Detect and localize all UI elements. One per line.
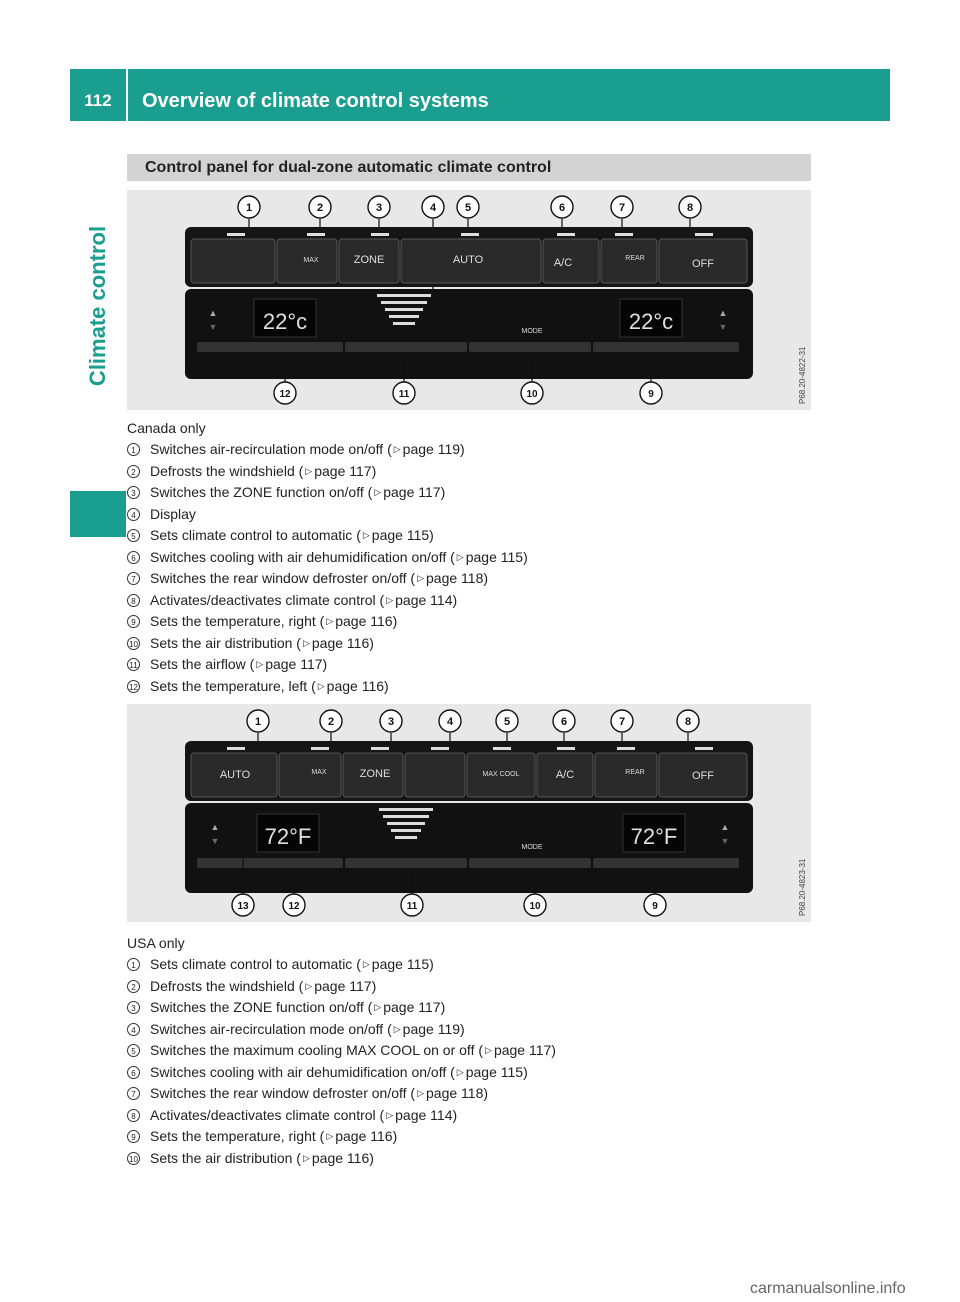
page-ref-arrow-icon: ▷ — [456, 1066, 464, 1077]
legend-item — [127, 976, 817, 998]
item-text: Sets the temperature, left ( — [150, 677, 316, 694]
left-arrow-down-icon: ▼ — [208, 322, 218, 332]
mode-label: MODE — [521, 844, 543, 851]
item-text: Defrosts the windshield ( — [150, 977, 304, 994]
callout-9: 9 — [648, 389, 654, 400]
callout-1: 1 — [254, 716, 262, 728]
figure-code: P68.20-4823-31 — [798, 858, 807, 916]
item-number-icon: 7 — [127, 572, 140, 585]
callout-10: 10 — [529, 901, 541, 912]
legend-item — [127, 1019, 817, 1041]
item-text: Switches the ZONE function on/off ( — [150, 999, 373, 1015]
legend-item — [127, 439, 817, 461]
section-title: Control panel for dual-zone automatic climate control — [127, 154, 811, 181]
item-page-ref: page 116) — [335, 1128, 398, 1144]
button-label-ac: A/C — [553, 257, 573, 269]
item-number-icon: 10 — [127, 637, 140, 650]
callout-7: 7 — [618, 716, 626, 728]
legend-item — [127, 1126, 817, 1148]
callout-8: 8 — [684, 716, 692, 728]
item-number-icon: 4 — [127, 1023, 140, 1036]
page-ref-arrow-icon: ▷ — [305, 465, 313, 476]
page-ref-arrow-icon: ▷ — [456, 551, 464, 562]
button-label-defrost-max: MAX — [303, 257, 319, 264]
right-arrow-down-icon: ▼ — [718, 322, 728, 332]
right-temp-value: 22°c — [628, 309, 674, 334]
item-text: Defrosts the windshield ( — [150, 462, 304, 479]
item-number-icon: 9 — [127, 615, 140, 628]
item-text: Switches cooling with air dehumidification on/off ( — [150, 1063, 455, 1080]
item-page-ref: page 114) — [395, 591, 458, 608]
item-page-ref: page 116) — [326, 677, 389, 694]
callout-2: 2 — [316, 202, 324, 214]
page-header — [70, 69, 890, 121]
legend-item — [127, 1083, 817, 1105]
callout-11: 11 — [398, 389, 410, 400]
item-text: Sets climate control to automatic ( — [150, 956, 361, 972]
figure-canada-panel — [127, 190, 811, 410]
button-label-ac: A/C — [555, 769, 575, 781]
page-ref-arrow-icon: ▷ — [326, 1131, 334, 1141]
item-number-icon: 2 — [127, 465, 140, 478]
left-arrow-down-icon: ▼ — [210, 836, 220, 846]
callout-12: 12 — [288, 901, 300, 912]
item-number-icon: 9 — [127, 1130, 140, 1143]
callout-3: 3 — [375, 202, 383, 214]
legend-item — [127, 590, 817, 612]
legend-item — [127, 633, 817, 655]
item-number-icon: 10 — [127, 1152, 140, 1165]
item-page-ref: page 117) — [265, 656, 328, 672]
left-temp-value: 72°F — [264, 824, 312, 849]
item-text: Sets the temperature, right ( — [150, 613, 325, 629]
item-page-ref: page 117) — [383, 999, 446, 1015]
item-number-icon: 12 — [127, 680, 140, 693]
item-number-icon: 2 — [127, 980, 140, 993]
button-label-max-cool: MAX COOL — [482, 771, 520, 778]
item-text: Display — [150, 505, 196, 522]
left-arrow-up-icon: ▲ — [210, 822, 220, 832]
legend-item — [127, 611, 817, 633]
side-tab-label: Climate control — [85, 225, 110, 387]
callout-9: 9 — [652, 901, 658, 912]
page-ref-arrow-icon: ▷ — [393, 444, 401, 454]
left-arrow-up-icon: ▲ — [208, 308, 218, 318]
item-number-icon: 1 — [127, 443, 140, 456]
page-ref-arrow-icon: ▷ — [326, 616, 334, 626]
callout-10: 10 — [526, 389, 538, 400]
button-label-off: OFF — [692, 258, 714, 270]
right-arrow-up-icon: ▲ — [718, 308, 728, 318]
header-title: Overview of climate control systems — [142, 90, 489, 112]
item-number-icon: 6 — [127, 551, 140, 564]
callout-5: 5 — [503, 716, 511, 728]
legend-item — [127, 954, 817, 976]
callout-numbers-bottom — [279, 389, 654, 400]
callout-3: 3 — [387, 716, 395, 728]
page-ref-arrow-icon: ▷ — [362, 959, 370, 969]
item-page-ref: page 117) — [314, 977, 377, 994]
item-page-ref: page 119) — [402, 1020, 465, 1037]
item-number-icon: 7 — [127, 1087, 140, 1100]
figure-code: P68.20-4822-31 — [798, 346, 807, 404]
right-temp-value: 72°F — [630, 824, 678, 849]
button-label-zone: ZONE — [359, 768, 391, 780]
legend-item — [127, 547, 817, 569]
item-page-ref: page 115) — [371, 527, 434, 543]
item-text: Sets climate control to automatic ( — [150, 527, 361, 543]
item-number-icon: 11 — [127, 658, 140, 671]
callouts-bottom — [274, 382, 662, 404]
header-divider — [126, 69, 128, 121]
item-number-icon: 3 — [127, 1001, 140, 1014]
page-ref-arrow-icon: ▷ — [386, 594, 394, 605]
item-text: Switches the rear window defroster on/off ( — [150, 570, 416, 586]
side-tab-block — [70, 491, 126, 537]
page-ref-arrow-icon: ▷ — [386, 1109, 394, 1120]
legend-item — [127, 504, 817, 526]
button-label-rear: REAR — [625, 769, 645, 776]
legend-usa — [127, 954, 817, 1169]
item-page-ref: page 115) — [465, 1063, 528, 1080]
legend-item — [127, 461, 817, 483]
callout-11: 11 — [406, 901, 418, 912]
legend-item — [127, 1148, 817, 1170]
item-page-ref: page 116) — [311, 634, 374, 651]
button-label-rear: REAR — [625, 255, 645, 262]
caption-usa: USA only — [127, 935, 185, 951]
callout-12: 12 — [279, 389, 291, 400]
watermark: carmanualsonline.info — [750, 1280, 906, 1297]
side-tab — [70, 121, 126, 491]
legend-item — [127, 1040, 817, 1062]
callouts-top — [247, 710, 699, 732]
button-label-defrost-max: MAX — [311, 769, 327, 776]
page-ref-arrow-icon: ▷ — [305, 980, 313, 991]
callout-6: 6 — [558, 202, 566, 214]
panel-buttons — [191, 753, 747, 797]
legend-item — [127, 997, 817, 1019]
page-ref-arrow-icon: ▷ — [417, 573, 425, 583]
page-ref-arrow-icon: ▷ — [417, 1088, 425, 1098]
item-text: Switches air-recirculation mode on/off ( — [150, 441, 392, 457]
item-page-ref: page 118) — [426, 570, 489, 586]
callout-5: 5 — [464, 202, 472, 214]
legend-item — [127, 676, 817, 698]
callout-4: 4 — [429, 202, 437, 214]
caption-canada: Canada only — [127, 420, 206, 436]
item-page-ref: page 114) — [395, 1106, 458, 1123]
item-page-ref: page 117) — [314, 462, 377, 479]
item-number-icon: 5 — [127, 529, 140, 542]
item-text: Sets the airflow ( — [150, 656, 255, 672]
item-text: Activates/deactivates climate control ( — [150, 591, 385, 608]
item-text: Activates/deactivates climate control ( — [150, 1106, 385, 1123]
page-ref-arrow-icon: ▷ — [256, 659, 264, 669]
legend-item — [127, 1062, 817, 1084]
item-text: Switches the rear window defroster on/off ( — [150, 1085, 416, 1101]
item-page-ref: page 116) — [311, 1149, 374, 1166]
legend-item — [127, 482, 817, 504]
page-ref-arrow-icon: ▷ — [362, 530, 370, 540]
item-text: Sets the air distribution ( — [150, 1149, 301, 1166]
item-text: Sets the air distribution ( — [150, 634, 301, 651]
page-ref-arrow-icon: ▷ — [317, 680, 325, 691]
callout-8: 8 — [686, 202, 694, 214]
callout-4: 4 — [446, 716, 454, 728]
item-page-ref: page 117) — [383, 484, 446, 500]
item-text: Switches cooling with air dehumidification on/off ( — [150, 548, 455, 565]
item-number-icon: 8 — [127, 594, 140, 607]
callout-7: 7 — [618, 202, 626, 214]
legend-canada — [127, 439, 817, 697]
button-label-auto: AUTO — [452, 254, 484, 266]
callout-13: 13 — [237, 901, 249, 912]
item-text: Switches the maximum cooling MAX COOL on or off ( — [150, 1042, 484, 1058]
page-ref-arrow-icon: ▷ — [393, 1023, 401, 1034]
item-page-ref: page 115) — [465, 548, 528, 565]
button-label-off: OFF — [692, 770, 714, 782]
page-ref-arrow-icon: ▷ — [302, 1152, 310, 1163]
item-number-icon: 5 — [127, 1044, 140, 1057]
item-number-icon: 6 — [127, 1066, 140, 1079]
legend-item — [127, 654, 817, 676]
item-page-ref: page 118) — [426, 1085, 489, 1101]
page-ref-arrow-icon: ▷ — [374, 1002, 382, 1012]
item-text: Sets the temperature, right ( — [150, 1128, 325, 1144]
right-arrow-down-icon: ▼ — [720, 836, 730, 846]
left-temp-value: 22°c — [262, 309, 308, 334]
callout-1: 1 — [245, 202, 253, 214]
page-ref-arrow-icon: ▷ — [302, 637, 310, 648]
item-number-icon: 4 — [127, 508, 140, 521]
figure-usa-panel — [127, 704, 811, 922]
callout-6: 6 — [560, 716, 568, 728]
item-text: Switches air-recirculation mode on/off ( — [150, 1020, 392, 1037]
item-page-ref: page 117) — [493, 1042, 556, 1058]
item-number-icon: 8 — [127, 1109, 140, 1122]
button-label-zone: ZONE — [353, 254, 385, 266]
item-page-ref: page 116) — [335, 613, 398, 629]
page-ref-arrow-icon: ▷ — [374, 487, 382, 497]
item-number-icon: 1 — [127, 958, 140, 971]
button-label-auto: AUTO — [219, 769, 251, 781]
item-page-ref: page 115) — [371, 956, 434, 972]
page-ref-arrow-icon: ▷ — [485, 1045, 492, 1055]
item-text: Switches the ZONE function on/off ( — [150, 484, 373, 500]
item-page-ref: page 119) — [402, 441, 465, 457]
right-arrow-up-icon: ▲ — [720, 822, 730, 832]
legend-item — [127, 525, 817, 547]
page-number: 112 — [84, 91, 112, 110]
mode-label: MODE — [521, 328, 543, 335]
legend-item — [127, 1105, 817, 1127]
legend-item — [127, 568, 817, 590]
item-number-icon: 3 — [127, 486, 140, 499]
callout-2: 2 — [327, 716, 335, 728]
